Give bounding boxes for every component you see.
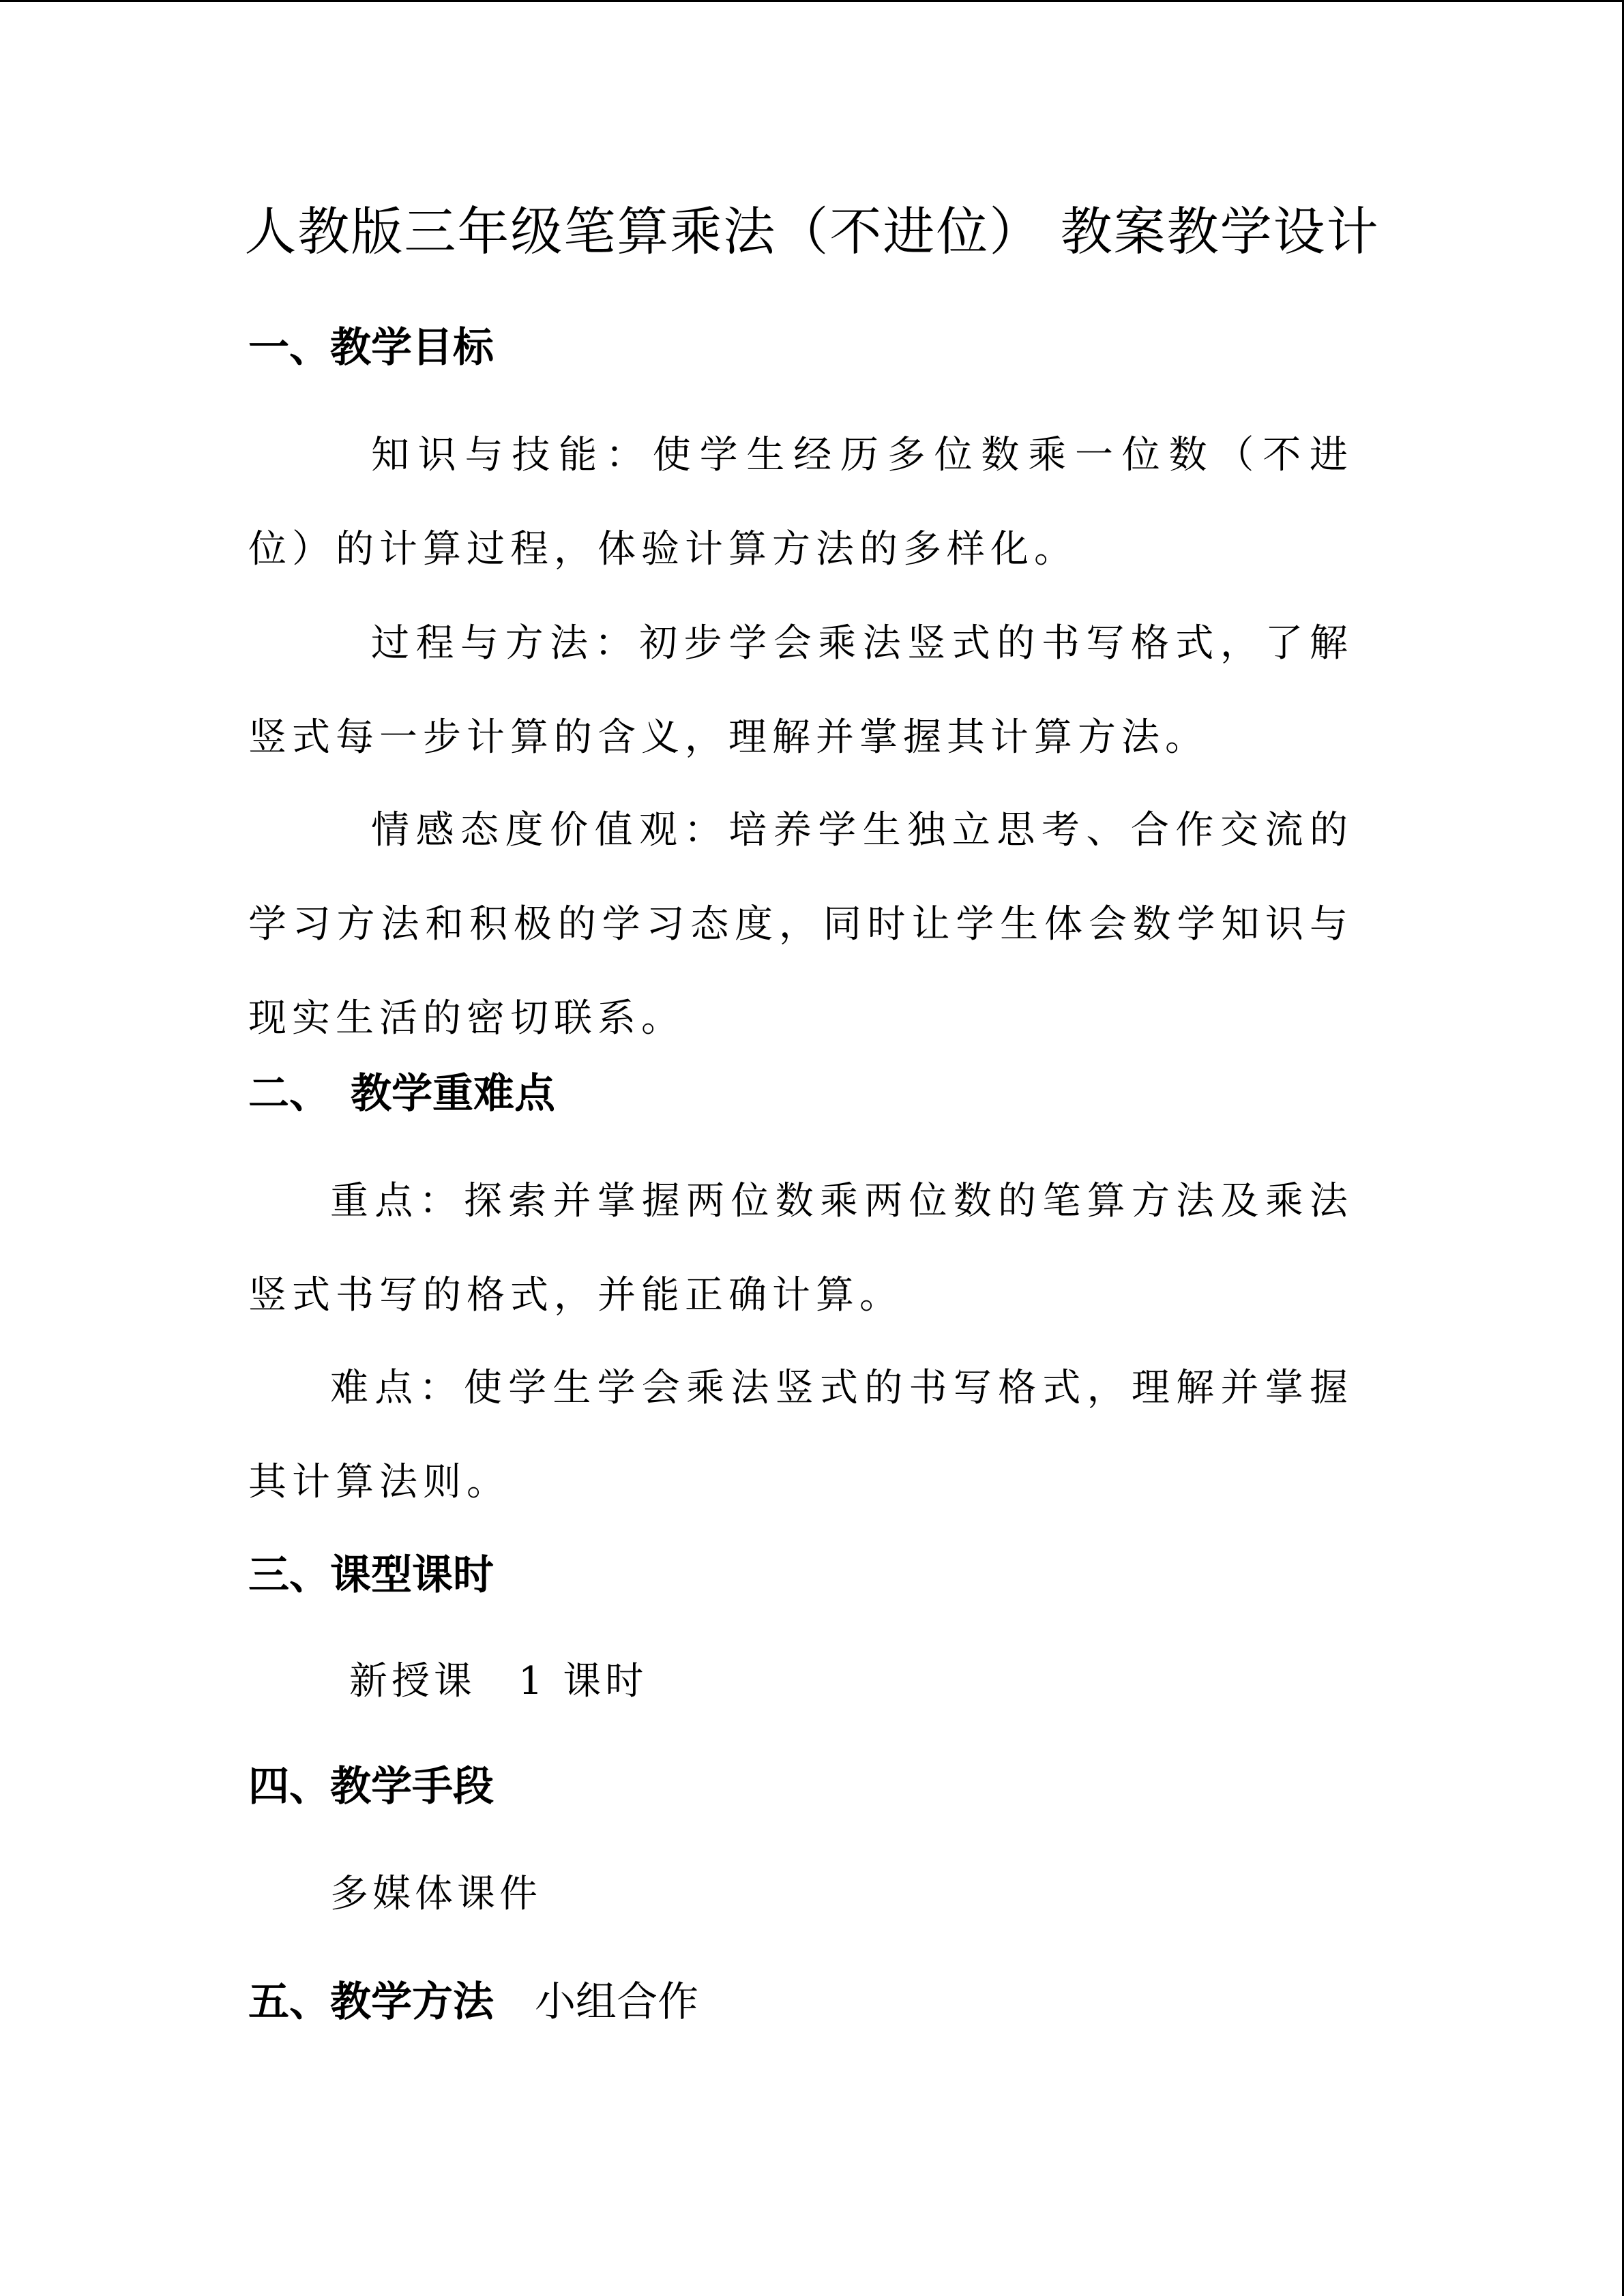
goal-knowledge-paragraph: 知识与技能：使学生经历多位数乘一位数（不进位）的计算过程，体验计算方法的多样化。 <box>248 433 1353 571</box>
goal-process-paragraph: 过程与方法：初步学会乘法竖式的书写格式，了解竖式每一步计算的含义，理解并掌握其计算方法。 <box>248 621 1353 760</box>
section-heading-goals: 一、教学目标 <box>248 324 494 372</box>
lesson-type-content: 新授课 1 课时 <box>349 1659 648 1703</box>
method-heading-label: 五、教学方法 <box>248 1978 494 2026</box>
goal-emotion-paragraph: 情感态度价值观：培养学生独立思考、合作交流的学习方法和积极的学习态度，同时让学生体会数学知识与现实生活的密切联系。 <box>248 808 1353 1041</box>
section-heading-lesson-type: 三、课型课时 <box>248 1551 494 1599</box>
key-point-focus-paragraph: 重点：探索并掌握两位数乘两位数的笔算方法及乘法竖式书写的格式，并能正确计算。 <box>248 1179 1353 1317</box>
document-title: 人教版三年级笔算乘法（不进位） 教案教学设计 <box>244 201 1380 262</box>
section-heading-key-points: 二、 教学重难点 <box>248 1070 555 1118</box>
means-content: 多媒体课件 <box>330 1872 542 1916</box>
section-heading-means: 四、教学手段 <box>248 1763 494 1810</box>
method-content: 小组合作 <box>535 1978 698 2026</box>
key-point-difficulty-paragraph: 难点：使学生学会乘法竖式的书写格式，理解并掌握其计算法则。 <box>248 1366 1353 1504</box>
section-heading-method <box>248 1971 698 2033</box>
